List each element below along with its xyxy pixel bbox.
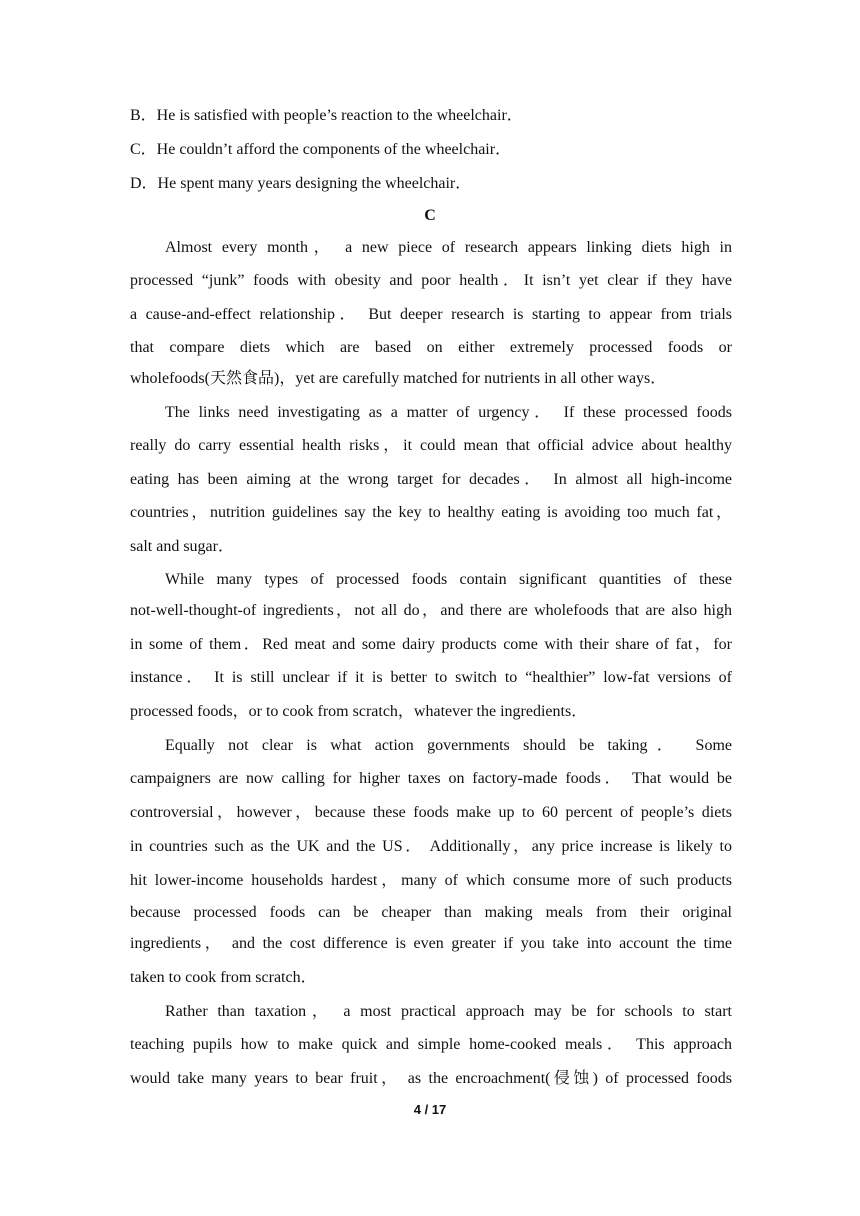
answer-option-c: C．He couldn’t afford the components of the wheelchair． xyxy=(130,141,512,158)
passage-line: a cause-and-effect relationship． But deeper research is starting to appear from trials xyxy=(130,306,732,323)
passage-line: in some of them．Red meat and some dairy products come with their share of fat，for xyxy=(130,636,732,653)
passage-line: really do carry essential health risks，it could mean that official advice about healthy xyxy=(130,437,732,454)
passage-line: campaigners are now calling for higher taxes on factory-made foods． That would be xyxy=(130,770,732,787)
passage-line: Equally not clear is what action governments should be taking． Some xyxy=(165,737,732,754)
passage-line: controversial，however，because these foods make up to 60 percent of people’s diets xyxy=(130,804,732,821)
passage-line: While many types of processed foods contain significant quantities of these xyxy=(165,571,732,588)
passage-line: hit lower-income households hardest，many of which consume more of such products xyxy=(130,872,733,889)
passage-line: wholefoods(天然食品)，yet are carefully matched for nutrients in all other ways． xyxy=(130,370,667,387)
passage-line: The links need investigating as a matter of urgency． If these processed foods xyxy=(165,404,732,421)
passage-line: salt and sugar． xyxy=(130,538,234,555)
passage-line: taken to cook from scratch． xyxy=(130,969,317,986)
passage-line: teaching pupils how to make quick and simple home-cooked meals． This approach xyxy=(130,1036,732,1053)
passage-line: because processed foods can be cheaper than making meals from their original xyxy=(130,904,732,921)
passage-line: in countries such as the UK and the US． Additionally，any price increase is likely to xyxy=(130,838,733,855)
passage-line: ingredients， and the cost difference is even greater if you take into account the time xyxy=(130,935,732,952)
answer-option-d: D．He spent many years designing the wheelchair． xyxy=(130,175,472,192)
passage-line: processed foods，or to cook from scratch，whatever the ingredients． xyxy=(130,703,588,720)
passage-line: countries，nutrition guidelines say the key to healthy eating is avoiding too much fat， xyxy=(130,504,732,521)
passage-line: that compare diets which are based on either extremely processed foods or xyxy=(130,339,732,356)
passage-line: eating has been aiming at the wrong target for decades． In almost all high-income xyxy=(130,471,732,488)
section-heading: C xyxy=(424,207,436,224)
passage-line: Almost every month， a new piece of research appears linking diets high in xyxy=(165,239,732,256)
passage-line: instance． It is still unclear if it is better to switch to “healthier” low-fat versions of xyxy=(130,669,732,686)
page-number: 4 / 17 xyxy=(413,1102,447,1117)
passage-line: not-well-thought-of ingredients，not all do，and there are wholefoods that are also high xyxy=(130,602,733,619)
passage-line: would take many years to bear fruit， as the encroachment(侵蚀) of processed foods xyxy=(130,1070,732,1087)
answer-option-b: B．He is satisfied with people’s reaction to the wheelchair． xyxy=(130,107,523,124)
passage-line: processed “junk” foods with obesity and poor health．It isn’t yet clear if they have xyxy=(130,272,732,289)
passage-line: Rather than taxation， a most practical approach may be for schools to start xyxy=(165,1003,732,1020)
